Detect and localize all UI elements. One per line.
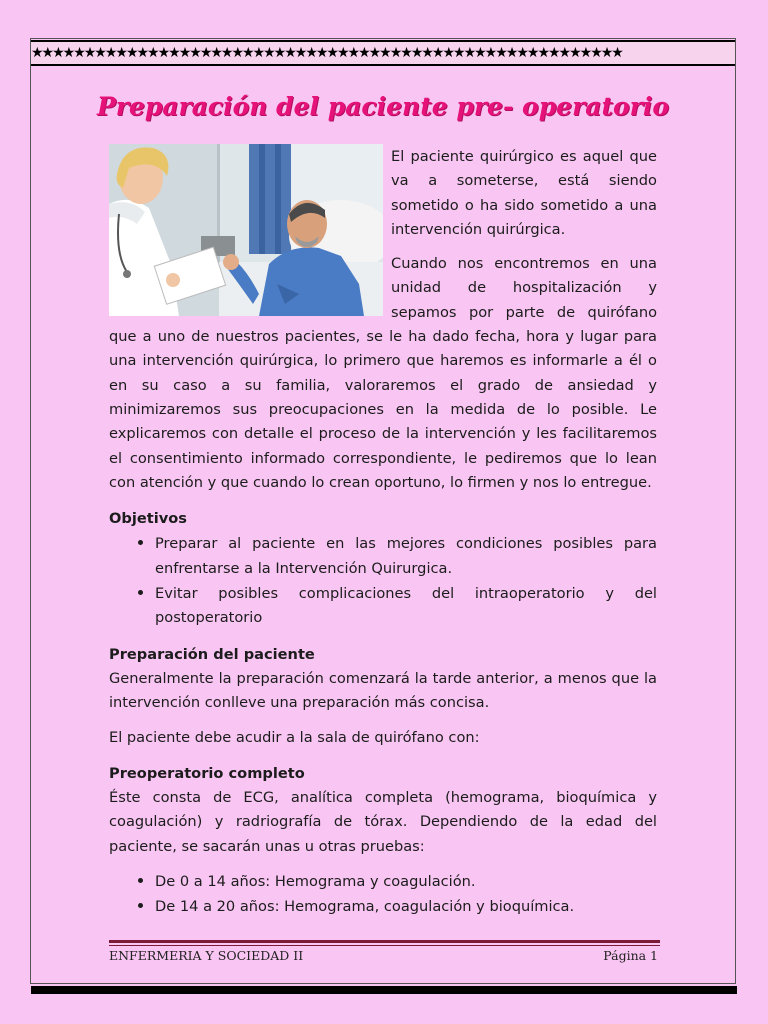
photo-float-spacer [109,145,391,321]
intro-paragraph-1: El paciente quirúrgico es aquel que va a someterse, está siendo sometido o ha sido sometido a una intervención quirúrgica. [391,148,657,238]
footer-rule-thin [109,945,660,946]
preoperatorio-heading: Preoperatorio completo [109,764,305,782]
footer-page-number: Página 1 [603,948,658,963]
star-border-band: ★★★★★★★★★★★★★★★★★★★★★★★★★★★★★★★★★★★★★★★★★★★★★★★★★★★★★★★★ [31,40,735,66]
objetivos-list [109,531,657,630]
footer-course-name: ENFERMERIA Y SOCIEDAD II [109,948,304,963]
list-item: • Preparar al paciente en las mejores condiciones posibles para enfrentarse a la Intervención Quirurgica. [155,531,657,581]
bottom-border-bar [31,986,737,994]
content-column [109,145,657,930]
list-item: • De 0 a 14 años: Hemograma y coagulación. [155,869,657,894]
preoperatorio-paragraph: Éste consta de ECG, analítica completa (hemograma, bioquímica y coagulación) y radriografía de tórax. Dependiendo de la edad del paciente, se sacarán unas u otras pruebas: [109,789,657,855]
footer-rule-thick [109,940,660,943]
preparacion-heading: Preparación del paciente [109,645,315,663]
preparacion-paragraph-2: El paciente debe acudir a la sala de quirófano con: [109,728,480,746]
page-title: Preparación del paciente pre- operatorio [96,92,670,121]
objetivos-heading: Objetivos [109,510,187,528]
list-item: • De 14 a 20 años: Hemograma, coagulación y bioquímica. [155,894,657,919]
preparacion-paragraph-1: Generalmente la preparación comenzará la tarde anterior, a menos que la intervención conlleve una preparación más concisa. [109,669,657,712]
intro-paragraph-2: Cuando nos encontremos en una unidad de hospitalización y sepamos por parte de quirófano que a uno de nuestros pacientes, se le ha dado fecha, hora y lugar para una intervención quirúrgica, lo primero que haremos es informarle a él o en su caso a su familia, valoraremos el grado de ansiedad y minimizaremos sus preocupaciones en la medida de lo posible. Le explicaremos con detalle el proceso de la intervención y les facilitaremos el consentimiento informado correspondiente, le pediremos que lo lean con atención y que cuando lo crean oportuno, lo firmen y nos lo entregue. [109,255,657,491]
preoperatorio-list [109,869,657,920]
list-item: • Evitar posibles complicaciones del intraoperatorio y del postoperatorio [155,581,657,631]
